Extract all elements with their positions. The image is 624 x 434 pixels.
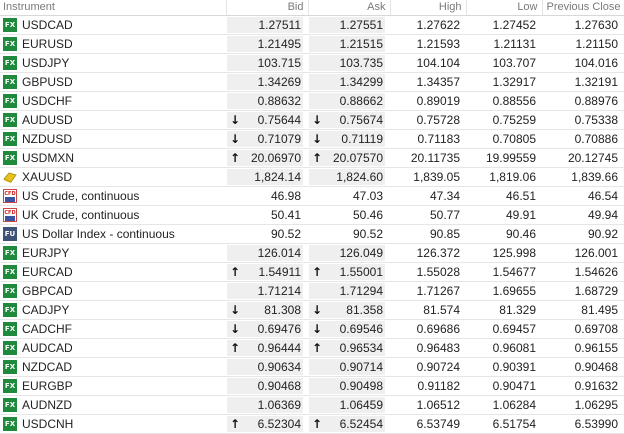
low-value: 1.27452: [466, 16, 542, 35]
ask-cell[interactable]: [308, 149, 390, 168]
low-value: 0.88556: [466, 92, 542, 111]
bid-cell[interactable]: [226, 320, 308, 339]
instrument-cell: [0, 282, 226, 301]
ask-value: 20.07570: [332, 151, 383, 165]
ask-value: 1,824.60: [336, 170, 383, 184]
instrument-name[interactable]: AUDUSD: [22, 113, 73, 127]
high-value: 20.11735: [390, 149, 466, 168]
ask-cell[interactable]: [308, 54, 390, 73]
bid-cell[interactable]: [226, 16, 308, 35]
forex-icon: FX: [3, 341, 17, 355]
ask-cell[interactable]: [308, 339, 390, 358]
bid-cell[interactable]: [226, 282, 308, 301]
previous-close-value: 1.54626: [542, 263, 624, 282]
bid-cell[interactable]: [226, 225, 308, 244]
table-row[interactable]: [0, 16, 624, 35]
instrument-name[interactable]: US Dollar Index - continuous: [22, 227, 175, 241]
instrument-name[interactable]: XAUUSD: [22, 170, 73, 184]
ask-cell[interactable]: [308, 263, 390, 282]
ask-value: 47.03: [352, 189, 383, 203]
ask-cell[interactable]: [308, 35, 390, 54]
bid-value: 81.308: [264, 303, 301, 317]
arrow-down-icon: ↓: [312, 113, 323, 127]
instrument-name[interactable]: USDCAD: [22, 18, 73, 32]
table-row[interactable]: [0, 54, 624, 73]
bid-value: 1.54911: [258, 265, 301, 279]
previous-close-value: 46.54: [542, 187, 624, 206]
low-value: 1.21131: [466, 35, 542, 54]
bid-cell[interactable]: [226, 358, 308, 377]
low-value: 81.329: [466, 301, 542, 320]
bid-value: 1.06369: [257, 398, 301, 412]
high-value: 1.71267: [390, 282, 466, 301]
table-row[interactable]: [0, 377, 624, 396]
bid-value: 1.71214: [257, 284, 301, 298]
ask-value: 0.75674: [339, 113, 383, 127]
instrument-name[interactable]: EURUSD: [22, 37, 73, 51]
high-value: 0.91182: [390, 377, 466, 396]
ask-cell[interactable]: [308, 187, 390, 206]
forex-icon: FX: [3, 56, 17, 70]
ask-cell[interactable]: [308, 111, 390, 130]
ask-value: 0.96534: [339, 341, 383, 355]
high-value: 0.90724: [390, 358, 466, 377]
ask-cell[interactable]: [308, 358, 390, 377]
bid-cell[interactable]: [226, 263, 308, 282]
forex-icon: FX: [3, 379, 17, 393]
ask-value: 103.735: [339, 56, 383, 70]
previous-close-value: 1.32191: [542, 73, 624, 92]
instrument-name[interactable]: USDCHF: [22, 94, 72, 108]
low-value: 0.96081: [466, 339, 542, 358]
arrow-down-icon: ↓: [230, 132, 241, 146]
instrument-cell: [0, 377, 226, 396]
ask-cell[interactable]: [308, 301, 390, 320]
instrument-cell: [0, 92, 226, 111]
ask-value: 1.06459: [339, 398, 383, 412]
low-value: 1.06284: [466, 396, 542, 415]
arrow-up-icon: ↑: [230, 265, 241, 279]
arrow-up-icon: ↑: [312, 265, 323, 279]
arrow-down-icon: ↓: [312, 322, 323, 336]
instrument-cell: [0, 54, 226, 73]
arrow-up-icon: ↑: [230, 151, 241, 165]
instrument-name[interactable]: USDCNH: [22, 417, 74, 431]
table-row[interactable]: [0, 396, 624, 415]
arrow-down-icon: ↓: [312, 132, 323, 146]
low-value: 49.91: [466, 206, 542, 225]
bid-cell[interactable]: [226, 187, 308, 206]
previous-close-value: 81.495: [542, 301, 624, 320]
forex-icon: FX: [3, 322, 17, 336]
low-value: 103.707: [466, 54, 542, 73]
header-instrument[interactable]: Instrument: [0, 0, 226, 16]
instrument-cell: [0, 111, 226, 130]
table-row[interactable]: [0, 206, 624, 225]
table-row[interactable]: [0, 168, 624, 187]
instrument-cell: [0, 149, 226, 168]
low-value: 19.99559: [466, 149, 542, 168]
bid-value: 0.90468: [257, 379, 301, 393]
ask-cell[interactable]: [308, 377, 390, 396]
high-value: 0.71183: [390, 130, 466, 149]
low-value: 0.70805: [466, 130, 542, 149]
header-previous-close[interactable]: Previous Close: [542, 0, 624, 16]
high-value: 1,839.05: [390, 168, 466, 187]
cfd-icon: CFD: [3, 208, 17, 222]
bid-cell[interactable]: [226, 35, 308, 54]
instrument-cell: [0, 225, 226, 244]
ask-value: 50.46: [352, 208, 383, 222]
instrument-cell: [0, 320, 226, 339]
header-high[interactable]: High: [390, 0, 466, 16]
table-row[interactable]: [0, 339, 624, 358]
instrument-cell: [0, 168, 226, 187]
ask-value: 0.71119: [341, 132, 383, 146]
bid-value: 0.69476: [257, 322, 301, 336]
high-value: 90.85: [390, 225, 466, 244]
high-value: 0.75728: [390, 111, 466, 130]
ask-cell[interactable]: [308, 282, 390, 301]
bid-value: 0.88632: [257, 94, 301, 108]
table-row[interactable]: [0, 263, 624, 282]
arrow-down-icon: ↓: [312, 303, 323, 317]
previous-close-value: 0.69708: [542, 320, 624, 339]
bid-cell[interactable]: [226, 130, 308, 149]
high-value: 1.27622: [390, 16, 466, 35]
cfd-icon: CFD: [3, 189, 17, 203]
forex-icon: FX: [3, 132, 17, 146]
table-row[interactable]: [0, 244, 624, 263]
table-row[interactable]: [0, 225, 624, 244]
instrument-name[interactable]: CADCHF: [22, 322, 72, 336]
previous-close-value: 104.016: [542, 54, 624, 73]
instrument-cell: [0, 187, 226, 206]
ask-value: 1.71294: [339, 284, 383, 298]
high-value: 0.89019: [390, 92, 466, 111]
ask-value: 1.34299: [339, 75, 383, 89]
instrument-name[interactable]: USDJPY: [22, 56, 70, 70]
header-row: [0, 0, 624, 16]
instrument-name[interactable]: GBPUSD: [22, 75, 73, 89]
bid-cell[interactable]: [226, 244, 308, 263]
ask-value: 1.55001: [339, 265, 383, 279]
low-value: 0.69457: [466, 320, 542, 339]
bid-value: 90.52: [270, 227, 301, 241]
bid-cell[interactable]: [226, 301, 308, 320]
ask-value: 81.358: [346, 303, 383, 317]
bid-value: 0.90634: [257, 360, 301, 374]
bid-cell[interactable]: [226, 73, 308, 92]
forex-icon: FX: [3, 37, 17, 51]
instrument-cell: [0, 244, 226, 263]
table-row[interactable]: [0, 35, 624, 54]
previous-close-value: 1.68729: [542, 282, 624, 301]
bid-value: 20.06970: [250, 151, 301, 165]
table-row[interactable]: [0, 320, 624, 339]
low-value: 125.998: [466, 244, 542, 263]
ask-value: 0.69546: [339, 322, 383, 336]
low-value: 0.75259: [466, 111, 542, 130]
instrument-name[interactable]: GBPCAD: [22, 284, 73, 298]
instrument-name[interactable]: EURJPY: [22, 246, 70, 260]
header-bid[interactable]: Bid: [226, 0, 308, 16]
instrument-name[interactable]: CADJPY: [22, 303, 70, 317]
low-value: 90.46: [466, 225, 542, 244]
futures-icon: FU: [3, 227, 17, 241]
bid-value: 0.75644: [257, 113, 301, 127]
bid-value: 0.96444: [257, 341, 301, 355]
high-value: 81.574: [390, 301, 466, 320]
high-value: 126.372: [390, 244, 466, 263]
previous-close-value: 49.94: [542, 206, 624, 225]
ask-cell[interactable]: [308, 244, 390, 263]
high-value: 1.55028: [390, 263, 466, 282]
previous-close-value: 90.92: [542, 225, 624, 244]
forex-icon: FX: [3, 151, 17, 165]
low-value: 1,819.06: [466, 168, 542, 187]
bid-value: 50.41: [270, 208, 301, 222]
forex-icon: FX: [3, 75, 17, 89]
forex-icon: FX: [3, 398, 17, 412]
bid-value: 126.014: [257, 246, 301, 260]
instrument-cell: [0, 339, 226, 358]
forex-icon: FX: [3, 18, 17, 32]
forex-icon: FX: [3, 94, 17, 108]
header-ask[interactable]: Ask: [308, 0, 390, 16]
forex-icon: FX: [3, 417, 17, 431]
previous-close-value: 0.90468: [542, 358, 624, 377]
ask-value: 1.21515: [339, 37, 383, 51]
ask-cell[interactable]: [308, 206, 390, 225]
high-value: 50.77: [390, 206, 466, 225]
instrument-name[interactable]: NZDCAD: [22, 360, 72, 374]
arrow-down-icon: ↓: [230, 303, 241, 317]
table-row[interactable]: [0, 301, 624, 320]
instrument-name[interactable]: EURGBP: [22, 379, 73, 393]
ask-value: 6.52454: [339, 417, 383, 431]
table-row[interactable]: [0, 149, 624, 168]
high-value: 1.34357: [390, 73, 466, 92]
bid-value: 6.52304: [257, 417, 301, 431]
gold-bar-icon: [3, 170, 17, 184]
low-value: 0.90391: [466, 358, 542, 377]
instrument-name[interactable]: EURCAD: [22, 265, 73, 279]
previous-close-value: 1.27630: [542, 16, 624, 35]
ask-cell[interactable]: [308, 168, 390, 187]
instrument-cell: [0, 301, 226, 320]
ask-cell[interactable]: [308, 73, 390, 92]
instrument-cell: [0, 73, 226, 92]
low-value: 1.69655: [466, 282, 542, 301]
bid-cell[interactable]: [226, 339, 308, 358]
high-value: 47.34: [390, 187, 466, 206]
low-value: 46.51: [466, 187, 542, 206]
previous-close-value: 126.001: [542, 244, 624, 263]
bid-cell[interactable]: [226, 149, 308, 168]
instrument-name[interactable]: US Crude, continuous: [22, 189, 140, 203]
arrow-down-icon: ↓: [230, 322, 241, 336]
instrument-cell: [0, 130, 226, 149]
ask-value: 0.90714: [339, 360, 383, 374]
ask-cell[interactable]: [308, 225, 390, 244]
forex-icon: FX: [3, 113, 17, 127]
bid-cell[interactable]: [226, 206, 308, 225]
instrument-name[interactable]: UK Crude, continuous: [22, 208, 140, 222]
instrument-cell: [0, 16, 226, 35]
previous-close-value: 20.12745: [542, 149, 624, 168]
arrow-up-icon: ↑: [312, 341, 323, 355]
previous-close-value: 0.70886: [542, 130, 624, 149]
previous-close-value: 1.06295: [542, 396, 624, 415]
high-value: 0.69686: [390, 320, 466, 339]
previous-close-value: 1,839.66: [542, 168, 624, 187]
ask-value: 1.27551: [339, 18, 383, 32]
high-value: 104.104: [390, 54, 466, 73]
instrument-name[interactable]: USDMXN: [22, 151, 75, 165]
table-row[interactable]: [0, 92, 624, 111]
forex-icon: FX: [3, 265, 17, 279]
table-row[interactable]: [0, 111, 624, 130]
table-row[interactable]: [0, 358, 624, 377]
high-value: 6.53749: [390, 415, 466, 434]
ask-value: 90.52: [352, 227, 383, 241]
instrument-name[interactable]: AUDCAD: [22, 341, 73, 355]
bid-value: 46.98: [270, 189, 301, 203]
forex-icon: FX: [3, 360, 17, 374]
high-value: 1.06512: [390, 396, 466, 415]
low-value: 1.32917: [466, 73, 542, 92]
instrument-cell: [0, 263, 226, 282]
low-value: 0.90471: [466, 377, 542, 396]
high-value: 1.21593: [390, 35, 466, 54]
instrument-cell: [0, 358, 226, 377]
table-row[interactable]: [0, 282, 624, 301]
bid-value: 1.27511: [258, 18, 301, 32]
bid-cell[interactable]: [226, 168, 308, 187]
ask-value: 0.90498: [339, 379, 383, 393]
instrument-cell: [0, 396, 226, 415]
bid-value: 103.715: [257, 56, 301, 70]
ask-value: 0.88662: [339, 94, 383, 108]
arrow-up-icon: ↑: [230, 341, 241, 355]
arrow-up-icon: ↑: [312, 417, 323, 431]
bid-value: 1.21495: [257, 37, 301, 51]
arrow-down-icon: ↓: [230, 113, 241, 127]
low-value: 1.54677: [466, 263, 542, 282]
table-row[interactable]: [0, 130, 624, 149]
bid-cell[interactable]: [226, 111, 308, 130]
forex-icon: FX: [3, 246, 17, 260]
previous-close-value: 0.91632: [542, 377, 624, 396]
ask-cell[interactable]: [308, 320, 390, 339]
bid-cell[interactable]: [226, 396, 308, 415]
forex-icon: FX: [3, 284, 17, 298]
table-row[interactable]: [0, 187, 624, 206]
instrument-name[interactable]: NZDUSD: [22, 132, 72, 146]
previous-close-value: 1.21150: [542, 35, 624, 54]
bid-cell[interactable]: [226, 54, 308, 73]
forex-icon: FX: [3, 303, 17, 317]
previous-close-value: 0.88976: [542, 92, 624, 111]
bid-value: 1,824.14: [254, 170, 301, 184]
instrument-cell: [0, 35, 226, 54]
table-row[interactable]: [0, 73, 624, 92]
instrument-cell: [0, 206, 226, 225]
ask-cell[interactable]: [308, 92, 390, 111]
arrow-up-icon: ↑: [312, 151, 323, 165]
bid-value: 1.34269: [257, 75, 301, 89]
previous-close-value: 0.96155: [542, 339, 624, 358]
ask-cell[interactable]: [308, 16, 390, 35]
header-low[interactable]: Low: [466, 0, 542, 16]
ask-value: 126.049: [339, 246, 383, 260]
bid-value: 0.71079: [257, 132, 301, 146]
arrow-up-icon: ↑: [230, 417, 241, 431]
previous-close-value: 6.53990: [542, 415, 624, 434]
high-value: 0.96483: [390, 339, 466, 358]
bid-cell[interactable]: [226, 377, 308, 396]
bid-cell[interactable]: [226, 92, 308, 111]
ask-cell[interactable]: [308, 130, 390, 149]
instrument-name[interactable]: AUDNZD: [22, 398, 72, 412]
ask-cell[interactable]: [308, 396, 390, 415]
low-value: 6.51754: [466, 415, 542, 434]
previous-close-value: 0.75338: [542, 111, 624, 130]
